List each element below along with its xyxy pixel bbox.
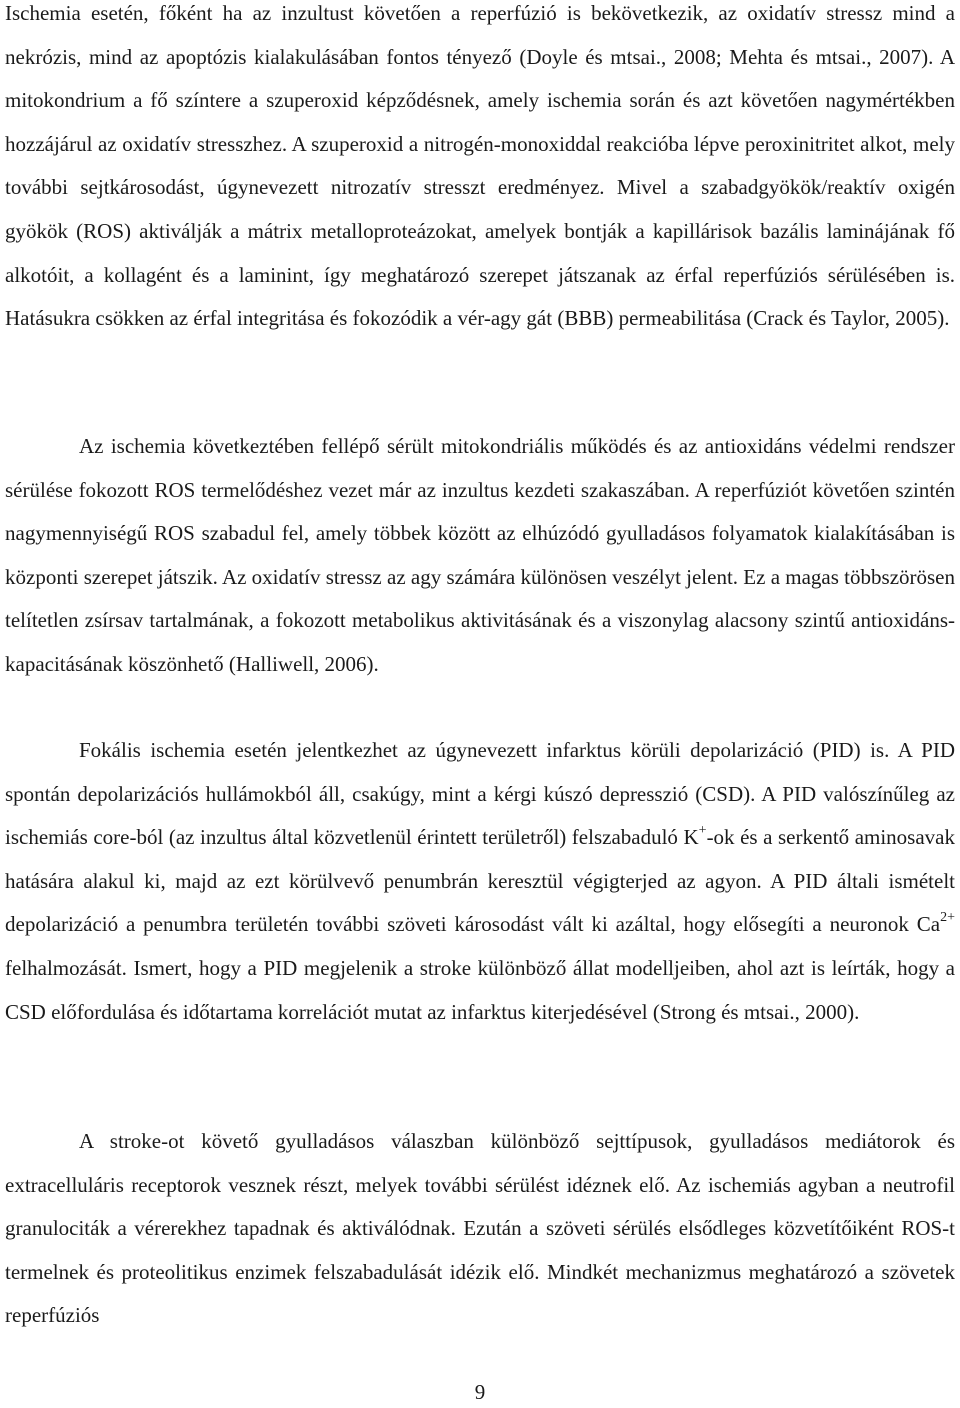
calcium-charge-superscript: 2+ bbox=[940, 910, 955, 926]
paragraph-text-segment: felhalmozását. Ismert, hogy a PID megjelenik a stroke különböző állat modelljeiben, ahol azt is leírták, hogy a CSD előfordulása és időtartama korrelációt mutat az infarktus kiterjedésével (Strong és mtsai., 2000). bbox=[5, 955, 955, 1024]
paragraph-inflammatory-response: A stroke-ot követő gyulladásos válaszban különböző sejttípusok, gyulladásos mediátorok és extracelluláris receptorok vesznek részt, melyek további sérülést idéznek elő. Az ischemiás agyban a neutrofil granulociták a vérerekhez tapadnak és aktiválódnak. Ezután a szöveti sérülés elsődleges közvetítőiként ROS-t termelnek és proteolitikus enzimek felszabadulását idézik elő. Mindkét mechanizmus meghatározó a szövetek reperfúziós bbox=[5, 1129, 955, 1328]
paragraph-oxidative-stress: Ischemia esetén, főként ha az inzultust követően a reperfúzió is bekövetkezik, az oxidatív stressz mind a nekrózis, mind az apoptózis kialakulásában fontos tényező (Doyle és mtsai., 2008; Mehta és mtsai., 2007). A mitokondrium a fő színtere a szuperoxid képződésnek, amely ischemia során és azt követően nagymértékben hozzájárul az oxidatív stresszhez. A szuperoxid a nitrogén-monoxiddal reakcióba lépve peroxinitritet alkot, mely további sejtkárosodást, úgynevezett nitrozatív stresszt eredményez. Mivel a szabadgyökök/reaktív oxigén gyökök (ROS) aktiválják a mátrix metalloproteázokat, amelyek bontják a kapillárisok bazális laminájának fő alkotóit, a kollagént és a laminint, így meghatározó szerepet játszanak az érfal reperfúziós sérülésében is. Hatásukra csökken az érfal integritása és fokozódik a vér-agy gát (BBB) permeabilitása (Crack és Taylor, 2005). bbox=[5, 1, 955, 331]
page-number: 9 bbox=[474, 1380, 486, 1404]
potassium-charge-superscript: + bbox=[698, 823, 707, 839]
paragraph-peri-infarct-depolarization bbox=[5, 729, 955, 1034]
paragraph-text-segment: -ok és a serkentő aminosavak hatására alakul ki, majd az ezt körülvevő penumbrán keresztül végigterjed az agyon. A PID általi ismételt depolarizáció a penumbra területén további szöveti károsodást vált ki azáltal, hogy elősegíti a neuronok Ca bbox=[5, 825, 955, 937]
paragraph-mitochondrial-dysfunction: Az ischemia következtében fellépő sérült mitokondriális működés és az antioxidáns védelmi rendszer sérülése fokozott ROS termelődéshez vezet már az inzultus kezdeti szakaszában. A reperfúziót követően szintén nagymennyiségű ROS szabadul fel, amely többek között az elhúzódó gyulladásos folyamatok kialakításában is központi szerepet játszik. Az oxidatív stressz az agy számára különösen veszélyt jelent. Ez a magas többszörösen telítetlen zsírsav tartalmának, a fokozott metabolikus aktivitásának és a viszonylag alacsony szintű antioxidáns-kapacitásának köszönhető (Halliwell, 2006). bbox=[5, 434, 955, 676]
paragraph-text-segment: Fokális ischemia esetén jelentkezhet az úgynevezett infarktus körüli depolarizáció (PID) is. A PID spontán depolarizációs hullámokból áll, csakúgy, mint a kérgi kúszó depresszió (CSD). A PID valószínűleg az ischemiás core-ból (az inzultus által közvetlenül érintett területről) felszabaduló K bbox=[5, 738, 955, 850]
